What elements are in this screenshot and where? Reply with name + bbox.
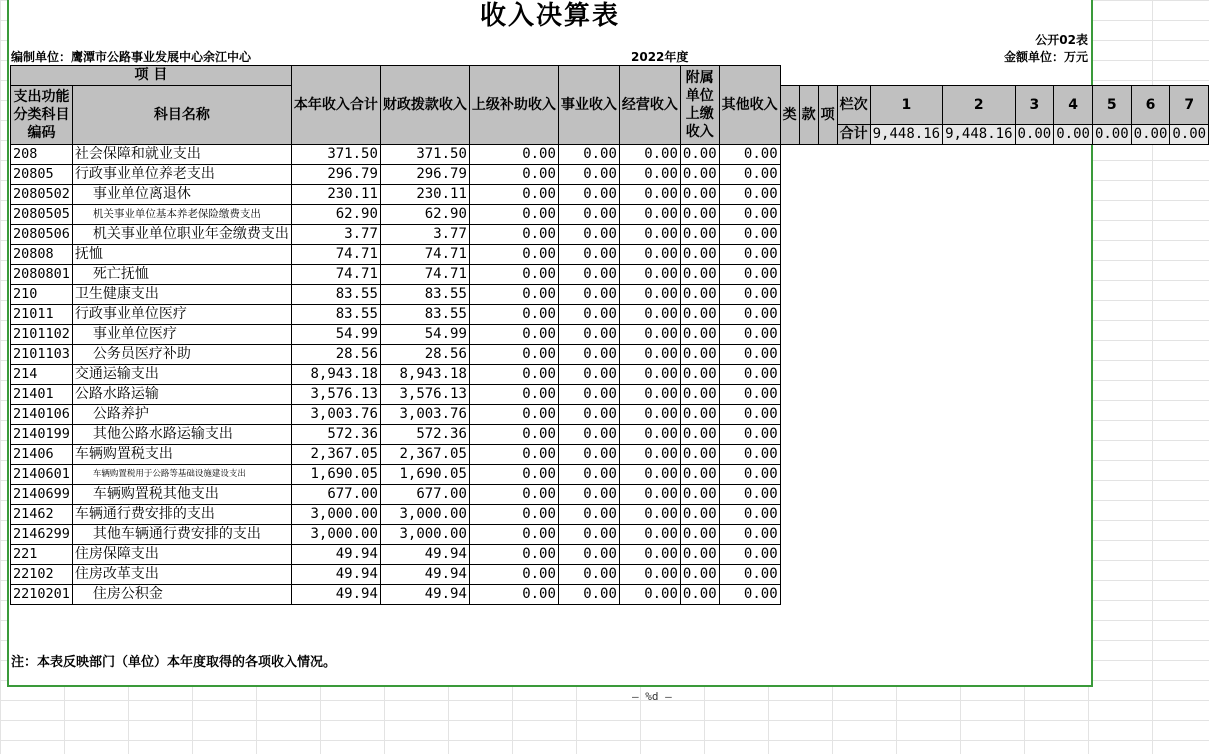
- table-row: [11, 505, 1209, 525]
- row-value[interactable]: 0.00: [719, 285, 780, 305]
- row-value[interactable]: 0.00: [619, 205, 680, 225]
- total-cell[interactable]: 9,448.16: [943, 125, 1015, 145]
- row-code[interactable]: 2080801: [11, 265, 73, 285]
- table-row: [11, 285, 1209, 305]
- row-value[interactable]: 0.00: [619, 505, 680, 525]
- row-name[interactable]: 事业单位医疗: [72, 325, 291, 345]
- row-value[interactable]: 2,367.05: [380, 445, 469, 465]
- row-name[interactable]: 死亡抚恤: [72, 265, 291, 285]
- row-value[interactable]: 62.90: [291, 205, 380, 225]
- table-row: [11, 205, 1209, 225]
- row-value[interactable]: 83.55: [380, 305, 469, 325]
- row-name[interactable]: 公路养护: [72, 405, 291, 425]
- row-name[interactable]: 社会保障和就业支出: [72, 145, 291, 165]
- header-operating: 经营收入: [619, 66, 680, 145]
- row-value[interactable]: 296.79: [291, 165, 380, 185]
- row-value[interactable]: 74.71: [380, 245, 469, 265]
- row-value[interactable]: 0.00: [619, 345, 680, 365]
- row-name[interactable]: 公路水路运输: [72, 385, 291, 405]
- row-name[interactable]: 行政事业单位医疗: [72, 305, 291, 325]
- row-value[interactable]: 0.00: [680, 565, 719, 585]
- row-value[interactable]: 0.00: [680, 445, 719, 465]
- row-value[interactable]: 0.00: [619, 425, 680, 445]
- header-lei: 类: [780, 86, 799, 145]
- table-row: [11, 545, 1209, 565]
- row-value[interactable]: 0.00: [719, 365, 780, 385]
- row-value[interactable]: 0.00: [680, 165, 719, 185]
- row-code[interactable]: 2080506: [11, 225, 73, 245]
- row-value[interactable]: 0.00: [558, 565, 619, 585]
- header-xiang: 项: [818, 86, 837, 145]
- row-name[interactable]: 事业单位离退休: [72, 185, 291, 205]
- row-value[interactable]: 0.00: [558, 425, 619, 445]
- row-value[interactable]: 0.00: [619, 565, 680, 585]
- row-code[interactable]: 2140699: [11, 485, 73, 505]
- row-value[interactable]: 0.00: [558, 585, 619, 605]
- header-fiscal: 财政拨款收入: [380, 66, 469, 145]
- row-value[interactable]: 0.00: [619, 225, 680, 245]
- row-value[interactable]: 371.50: [380, 145, 469, 165]
- row-value[interactable]: 83.55: [291, 285, 380, 305]
- row-value[interactable]: 49.94: [291, 585, 380, 605]
- row-value[interactable]: 0.00: [469, 505, 558, 525]
- row-value[interactable]: 0.00: [680, 145, 719, 165]
- row-value[interactable]: 0.00: [619, 325, 680, 345]
- row-value[interactable]: 677.00: [380, 485, 469, 505]
- row-name[interactable]: 抚恤: [72, 245, 291, 265]
- row-value[interactable]: 0.00: [619, 525, 680, 545]
- header-item: 项 目: [11, 66, 292, 86]
- row-value[interactable]: 0.00: [719, 325, 780, 345]
- row-value[interactable]: 0.00: [469, 145, 558, 165]
- row-value[interactable]: 0.00: [469, 185, 558, 205]
- row-code[interactable]: 2140199: [11, 425, 73, 445]
- row-name[interactable]: 车辆购置税其他支出: [72, 485, 291, 505]
- row-name[interactable]: 住房公积金: [72, 585, 291, 605]
- header-superior: 上级补助收入: [469, 66, 558, 145]
- row-code[interactable]: 22102: [11, 565, 73, 585]
- row-value[interactable]: 49.94: [380, 545, 469, 565]
- total-cell[interactable]: 0.00: [1170, 125, 1209, 145]
- row-value[interactable]: 0.00: [719, 405, 780, 425]
- row-value[interactable]: 0.00: [469, 225, 558, 245]
- col-no-6: 6: [1131, 86, 1170, 125]
- row-value[interactable]: 0.00: [469, 265, 558, 285]
- row-value[interactable]: 0.00: [619, 145, 680, 165]
- row-value[interactable]: 0.00: [719, 385, 780, 405]
- table-row: [11, 225, 1209, 245]
- row-value[interactable]: 74.71: [380, 265, 469, 285]
- row-name[interactable]: 其他车辆通行费安排的支出: [72, 525, 291, 545]
- row-value[interactable]: 0.00: [469, 465, 558, 485]
- row-value[interactable]: 0.00: [469, 405, 558, 425]
- row-value[interactable]: 28.56: [380, 345, 469, 365]
- row-code[interactable]: 210: [11, 285, 73, 305]
- row-value[interactable]: 1,690.05: [291, 465, 380, 485]
- row-value[interactable]: 3,003.76: [291, 405, 380, 425]
- table-row: [11, 385, 1209, 405]
- row-value[interactable]: 0.00: [469, 445, 558, 465]
- total-cell[interactable]: 0.00: [1092, 125, 1131, 145]
- row-value[interactable]: 3,576.13: [291, 385, 380, 405]
- row-code[interactable]: 2080505: [11, 205, 73, 225]
- row-code[interactable]: 21406: [11, 445, 73, 465]
- row-value[interactable]: 0.00: [680, 425, 719, 445]
- row-code[interactable]: 2210201: [11, 585, 73, 605]
- row-name[interactable]: 卫生健康支出: [72, 285, 291, 305]
- row-name[interactable]: 机关事业单位职业年金缴费支出: [72, 225, 291, 245]
- spreadsheet-print-area: [7, 0, 1207, 687]
- row-code[interactable]: 2140106: [11, 405, 73, 425]
- row-value[interactable]: 0.00: [719, 265, 780, 285]
- row-value[interactable]: 371.50: [291, 145, 380, 165]
- row-value[interactable]: 0.00: [558, 405, 619, 425]
- row-value[interactable]: 0.00: [680, 385, 719, 405]
- total-cell[interactable]: 0.00: [1131, 125, 1170, 145]
- row-value[interactable]: 0.00: [469, 365, 558, 385]
- page-number: — %d —: [632, 690, 672, 703]
- row-value[interactable]: 296.79: [380, 165, 469, 185]
- row-value[interactable]: 0.00: [469, 165, 558, 185]
- row-value[interactable]: 0.00: [619, 585, 680, 605]
- row-value[interactable]: 49.94: [291, 545, 380, 565]
- row-value[interactable]: 0.00: [719, 485, 780, 505]
- row-value[interactable]: 0.00: [680, 505, 719, 525]
- table-row: [11, 565, 1209, 585]
- table-row: [11, 425, 1209, 445]
- row-value[interactable]: 8,943.18: [291, 365, 380, 385]
- row-value[interactable]: 0.00: [719, 445, 780, 465]
- col-no-3: 3: [1015, 86, 1054, 125]
- row-code[interactable]: 20808: [11, 245, 73, 265]
- row-value[interactable]: 0.00: [680, 585, 719, 605]
- row-value[interactable]: 0.00: [619, 445, 680, 465]
- row-value[interactable]: 0.00: [719, 565, 780, 585]
- row-value[interactable]: 677.00: [291, 485, 380, 505]
- row-value[interactable]: 0.00: [619, 385, 680, 405]
- row-value[interactable]: 0.00: [680, 245, 719, 265]
- row-value[interactable]: 3.77: [291, 225, 380, 245]
- row-value[interactable]: 3,003.76: [380, 405, 469, 425]
- col-no-1: 1: [870, 86, 942, 125]
- row-value[interactable]: 0.00: [719, 305, 780, 325]
- row-value[interactable]: 49.94: [380, 585, 469, 605]
- row-code[interactable]: 2101103: [11, 345, 73, 365]
- row-value[interactable]: 83.55: [291, 305, 380, 325]
- row-value[interactable]: 0.00: [680, 545, 719, 565]
- row-value[interactable]: 0.00: [680, 225, 719, 245]
- row-value[interactable]: 0.00: [619, 545, 680, 565]
- row-value[interactable]: 0.00: [719, 225, 780, 245]
- row-value[interactable]: 0.00: [469, 345, 558, 365]
- row-value[interactable]: 0.00: [469, 545, 558, 565]
- col-no-2: 2: [943, 86, 1015, 125]
- row-value[interactable]: 0.00: [619, 165, 680, 185]
- table-row: [11, 165, 1209, 185]
- table-row: [11, 405, 1209, 425]
- row-value[interactable]: 3,000.00: [380, 505, 469, 525]
- header-kuan: 款: [799, 86, 818, 145]
- row-code[interactable]: 2080502: [11, 185, 73, 205]
- header-column-no: 栏次: [837, 86, 870, 125]
- header-business: 事业收入: [558, 66, 619, 145]
- row-name[interactable]: 车辆通行费安排的支出: [72, 505, 291, 525]
- row-value[interactable]: 0.00: [680, 365, 719, 385]
- compiling-unit: 编制单位：鹰潭市公路事业发展中心余江中心: [11, 50, 252, 64]
- row-value[interactable]: 0.00: [680, 345, 719, 365]
- row-value[interactable]: 0.00: [619, 185, 680, 205]
- row-code[interactable]: 2101102: [11, 325, 73, 345]
- row-value[interactable]: 0.00: [558, 245, 619, 265]
- header-other: 其他收入: [719, 66, 780, 145]
- row-value[interactable]: 572.36: [380, 425, 469, 445]
- row-code[interactable]: 21011: [11, 305, 73, 325]
- row-value[interactable]: 0.00: [619, 305, 680, 325]
- row-value[interactable]: 0.00: [719, 525, 780, 545]
- row-name[interactable]: 住房保障支出: [72, 545, 291, 565]
- row-value[interactable]: 0.00: [680, 285, 719, 305]
- row-value[interactable]: 0.00: [469, 205, 558, 225]
- row-value[interactable]: 0.00: [558, 485, 619, 505]
- table-row: [11, 145, 1209, 165]
- row-value[interactable]: 0.00: [619, 485, 680, 505]
- row-value[interactable]: 0.00: [469, 385, 558, 405]
- table-row: [11, 585, 1209, 605]
- table-row: [11, 305, 1209, 325]
- row-value[interactable]: 0.00: [558, 365, 619, 385]
- header-row-1: [11, 66, 1209, 86]
- row-value[interactable]: 0.00: [558, 305, 619, 325]
- table-note: 注：本表反映部门（单位）本年度取得的各项收入情况。: [11, 655, 337, 670]
- row-value[interactable]: 0.00: [719, 425, 780, 445]
- row-value[interactable]: 0.00: [469, 565, 558, 585]
- row-value[interactable]: 49.94: [291, 565, 380, 585]
- row-value[interactable]: 0.00: [469, 425, 558, 445]
- row-value[interactable]: 0.00: [558, 385, 619, 405]
- table-row: [11, 445, 1209, 465]
- table-row: [11, 365, 1209, 385]
- row-name[interactable]: 车辆购置税支出: [72, 445, 291, 465]
- row-value[interactable]: 0.00: [719, 185, 780, 205]
- row-value[interactable]: 8,943.18: [380, 365, 469, 385]
- table-row: [11, 325, 1209, 345]
- row-value[interactable]: 2,367.05: [291, 445, 380, 465]
- table-row: [11, 345, 1209, 365]
- row-value[interactable]: 3,576.13: [380, 385, 469, 405]
- row-value[interactable]: 0.00: [558, 505, 619, 525]
- row-code[interactable]: 214: [11, 365, 73, 385]
- row-value[interactable]: 0.00: [558, 445, 619, 465]
- row-value[interactable]: 572.36: [291, 425, 380, 445]
- row-name[interactable]: 公务员医疗补助: [72, 345, 291, 365]
- total-cell[interactable]: 0.00: [1054, 125, 1093, 145]
- row-value[interactable]: 74.71: [291, 265, 380, 285]
- row-value[interactable]: 74.71: [291, 245, 380, 265]
- row-code[interactable]: 208: [11, 145, 73, 165]
- row-name[interactable]: 行政事业单位养老支出: [72, 165, 291, 185]
- row-value[interactable]: 0.00: [469, 305, 558, 325]
- col-no-5: 5: [1092, 86, 1131, 125]
- row-value[interactable]: 62.90: [380, 205, 469, 225]
- row-value[interactable]: 0.00: [719, 585, 780, 605]
- row-code[interactable]: 21401: [11, 385, 73, 405]
- total-cell[interactable]: 9,448.16: [870, 125, 942, 145]
- row-value[interactable]: 54.99: [380, 325, 469, 345]
- row-value[interactable]: 230.11: [291, 185, 380, 205]
- row-value[interactable]: 0.00: [558, 545, 619, 565]
- col-no-7: 7: [1170, 86, 1209, 125]
- row-value[interactable]: 0.00: [680, 205, 719, 225]
- row-code[interactable]: 2146299: [11, 525, 73, 545]
- row-value[interactable]: 0.00: [680, 185, 719, 205]
- row-code[interactable]: 221: [11, 545, 73, 565]
- row-value[interactable]: 1,690.05: [380, 465, 469, 485]
- row-value[interactable]: 3,000.00: [380, 525, 469, 545]
- row-value[interactable]: 0.00: [558, 265, 619, 285]
- row-value[interactable]: 0.00: [719, 245, 780, 265]
- row-code[interactable]: 20805: [11, 165, 73, 185]
- row-name[interactable]: 其他公路水路运输支出: [72, 425, 291, 445]
- row-value[interactable]: 0.00: [469, 585, 558, 605]
- row-value[interactable]: 0.00: [558, 525, 619, 545]
- row-value[interactable]: 0.00: [619, 465, 680, 485]
- row-value[interactable]: 3,000.00: [291, 505, 380, 525]
- table-row: [11, 185, 1209, 205]
- total-label: 合计: [837, 125, 870, 145]
- row-value[interactable]: 0.00: [558, 465, 619, 485]
- row-value[interactable]: 49.94: [380, 565, 469, 585]
- header-func-code: 支出功能分类科目编码: [11, 86, 73, 145]
- doc-code: 公开02表: [1035, 33, 1088, 47]
- row-code[interactable]: 2140601: [11, 465, 73, 485]
- row-name[interactable]: 交通运输支出: [72, 365, 291, 385]
- row-value[interactable]: 0.00: [719, 545, 780, 565]
- row-value[interactable]: 0.00: [558, 165, 619, 185]
- row-value[interactable]: 0.00: [469, 245, 558, 265]
- row-value[interactable]: 3.77: [380, 225, 469, 245]
- table-row: [11, 485, 1209, 505]
- header-subject-name: 科目名称: [72, 86, 291, 145]
- row-value[interactable]: 0.00: [680, 305, 719, 325]
- row-value[interactable]: 0.00: [719, 505, 780, 525]
- row-value[interactable]: 0.00: [680, 465, 719, 485]
- row-value[interactable]: 0.00: [469, 325, 558, 345]
- row-value[interactable]: 3,000.00: [291, 525, 380, 545]
- row-value[interactable]: 0.00: [619, 405, 680, 425]
- amount-unit: 金额单位：万元: [1003, 50, 1088, 64]
- row-name[interactable]: 机关事业单位基本养老保险缴费支出: [72, 205, 291, 225]
- header-total-income: 本年收入合计: [291, 66, 380, 145]
- col-no-4: 4: [1054, 86, 1093, 125]
- row-value[interactable]: 0.00: [558, 145, 619, 165]
- fiscal-year: 2022年度: [631, 50, 689, 64]
- row-value[interactable]: 0.00: [719, 165, 780, 185]
- row-value[interactable]: 28.56: [291, 345, 380, 365]
- row-value[interactable]: 0.00: [719, 205, 780, 225]
- row-value[interactable]: 0.00: [619, 285, 680, 305]
- table-row: [11, 245, 1209, 265]
- row-value[interactable]: 0.00: [558, 345, 619, 365]
- row-value[interactable]: 0.00: [719, 345, 780, 365]
- row-value[interactable]: 0.00: [680, 405, 719, 425]
- income-table: [10, 65, 1209, 605]
- row-value[interactable]: 0.00: [469, 525, 558, 545]
- page-title: 收入决算表: [479, 1, 620, 31]
- row-value[interactable]: 0.00: [619, 245, 680, 265]
- row-value[interactable]: 83.55: [380, 285, 469, 305]
- row-value[interactable]: 0.00: [680, 525, 719, 545]
- row-value[interactable]: 0.00: [619, 365, 680, 385]
- row-value[interactable]: 0.00: [719, 145, 780, 165]
- row-value[interactable]: 0.00: [619, 265, 680, 285]
- row-name[interactable]: 住房改革支出: [72, 565, 291, 585]
- table-row: [11, 525, 1209, 545]
- row-value[interactable]: 230.11: [380, 185, 469, 205]
- row-value[interactable]: 0.00: [558, 225, 619, 245]
- row-value[interactable]: 0.00: [719, 465, 780, 485]
- table-row: [11, 465, 1209, 485]
- row-code[interactable]: 21462: [11, 505, 73, 525]
- row-value[interactable]: 0.00: [558, 205, 619, 225]
- row-value[interactable]: 0.00: [469, 485, 558, 505]
- header-affiliated: 附属单位上缴收入: [680, 66, 719, 145]
- row-value[interactable]: 0.00: [558, 185, 619, 205]
- table-row: [11, 265, 1209, 285]
- row-value[interactable]: 0.00: [680, 265, 719, 285]
- row-value[interactable]: 0.00: [680, 325, 719, 345]
- row-value[interactable]: 0.00: [558, 325, 619, 345]
- row-value[interactable]: 0.00: [680, 485, 719, 505]
- row-value[interactable]: 54.99: [291, 325, 380, 345]
- row-value[interactable]: 0.00: [558, 285, 619, 305]
- total-cell[interactable]: 0.00: [1015, 125, 1054, 145]
- row-name[interactable]: 车辆购置税用于公路等基础设施建设支出: [72, 465, 291, 485]
- row-value[interactable]: 0.00: [469, 285, 558, 305]
